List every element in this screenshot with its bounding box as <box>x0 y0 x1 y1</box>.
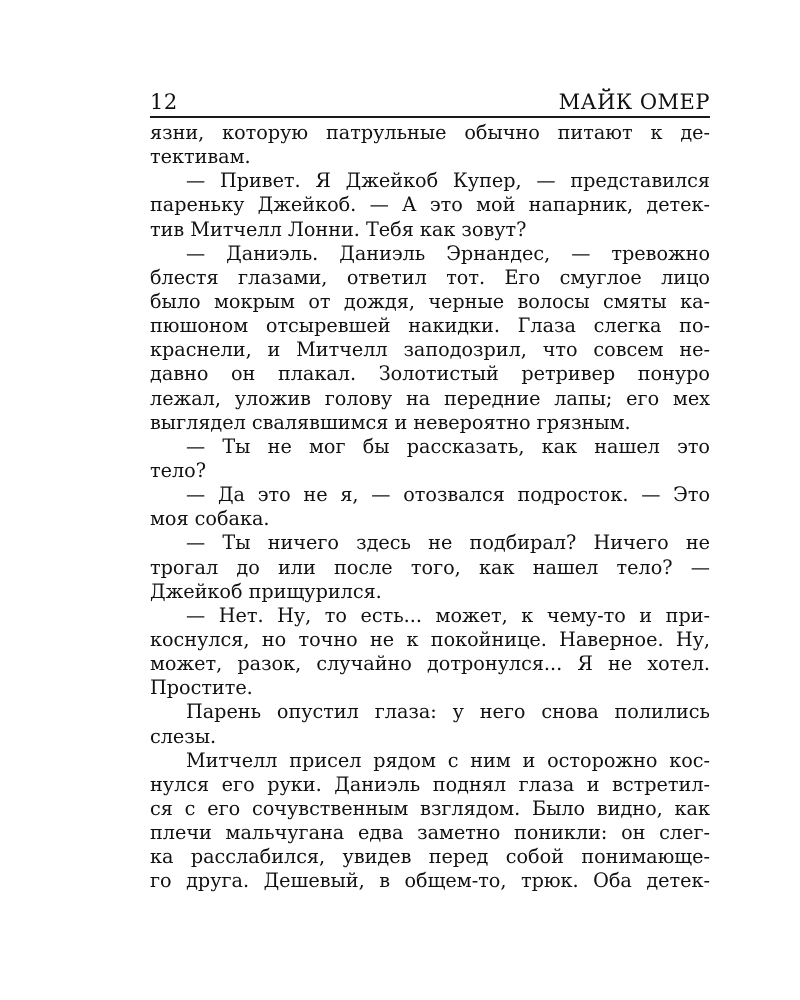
page-header <box>150 84 710 114</box>
text-line: лежал, уложив голову на передние лапы; его мех <box>150 386 710 410</box>
text-line: ка расслабился, увидев перед собой понимающе- <box>150 845 710 869</box>
text-line: пюшоном отсыревшей накидки. Глаза слегка по- <box>150 314 710 338</box>
text-line: — Ты ничего здесь не подбирал? Ничего не <box>186 531 710 555</box>
text-line: Джейкоб прищурился. <box>150 579 382 603</box>
text-line: — Ты не мог бы рассказать, как нашел это <box>186 434 710 458</box>
text-line: Митчелл присел рядом с ним и осторожно кос- <box>186 748 710 772</box>
text-line: было мокрым от дождя, черные волосы смяты ка- <box>150 289 710 313</box>
running-head: МАЙК ОМЕР <box>558 90 710 114</box>
text-line: тело? <box>150 458 206 482</box>
text-line: ся с его сочувственным взглядом. Было видно, как <box>150 796 710 820</box>
text-line: Простите. <box>150 676 253 700</box>
text-line: тективам. <box>150 145 251 169</box>
text-line: язни, которую патрульные обычно питают к де- <box>150 121 710 144</box>
text-line: го друга. Дешевый, в общем-то, трюк. Оба детек- <box>150 869 710 893</box>
text-line: Парень опустил глаза: у него снова полились <box>186 700 710 724</box>
text-line: пареньку Джейкоб. — А это мой напарник, детек- <box>150 193 710 217</box>
page-number: 12 <box>150 90 178 114</box>
header-rule <box>150 116 710 118</box>
text-line: — Нет. Ну, то есть... может, к чему-то и при- <box>186 603 710 627</box>
text-line: коснулся, но точно не к покойнице. Наверное. Ну, <box>150 627 710 651</box>
text-line: слезы. <box>150 724 217 748</box>
text-line: — Даниэль. Даниэль Эрнандес, — тревожно <box>186 241 710 265</box>
text-line: нулся его руки. Даниэль поднял глаза и встретил- <box>150 772 710 796</box>
text-line: моя собака. <box>150 507 270 531</box>
text-line: краснели, и Митчелл заподозрил, что совсем не- <box>150 338 710 362</box>
text-line: тив Митчелл Лонни. Тебя как зовут? <box>150 217 527 241</box>
text-line: выглядел свалявшимся и невероятно грязным. <box>150 410 631 434</box>
page-body-text <box>150 121 710 894</box>
text-line: — Привет. Я Джейкоб Купер, — представился <box>186 169 710 193</box>
text-line: плечи мальчугана едва заметно поникли: он слег- <box>150 821 710 845</box>
text-line: блестя глазами, ответил тот. Его смуглое лицо <box>150 265 710 289</box>
text-line: — Да это не я, — отозвался подросток. — Это <box>186 483 710 507</box>
text-line: может, разок, случайно дотронулся... Я не хотел. <box>150 652 710 676</box>
text-line: давно он плакал. Золотистый ретривер понуро <box>150 362 710 386</box>
text-line: трогал до или после того, как нашел тело? — <box>150 555 710 579</box>
book-page <box>150 84 710 894</box>
